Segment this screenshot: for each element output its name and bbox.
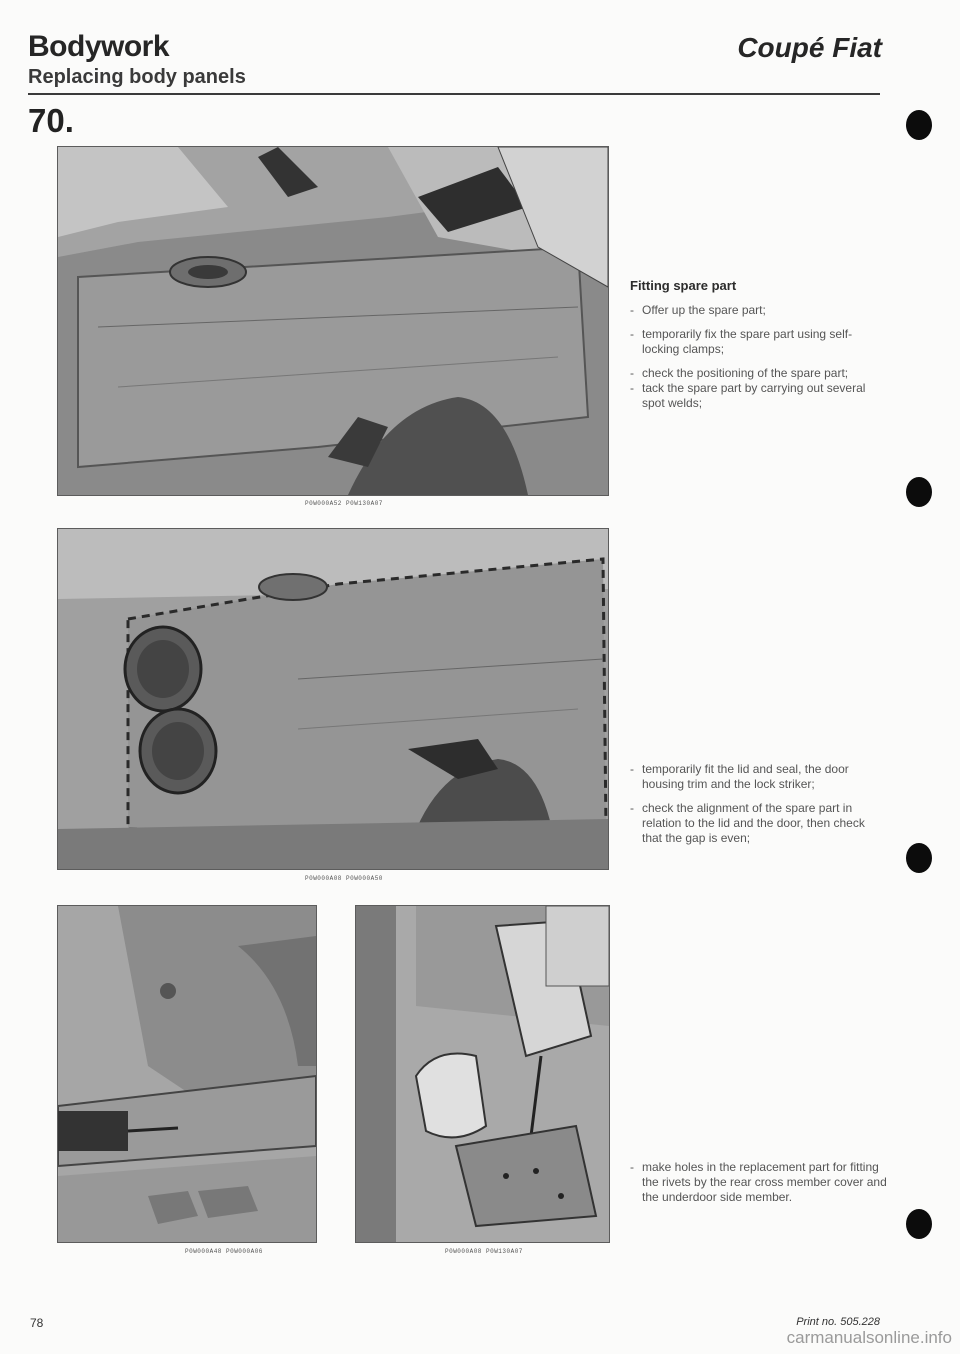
binder-hole-icon <box>906 110 932 140</box>
binder-hole-icon <box>906 843 932 873</box>
text-block-holes <box>630 1160 888 1214</box>
print-reference: Print no. 505.228 <box>796 1316 880 1328</box>
step-bullet: - <box>630 1160 634 1174</box>
binder-hole-icon <box>906 1209 932 1239</box>
photo-clamped-spare-panel <box>57 146 609 496</box>
step-bullet: - <box>630 327 634 341</box>
watermark: carmanualsonline.info <box>786 1328 952 1347</box>
page-number: 78 <box>30 1316 44 1330</box>
step-text: temporarily fit the lid and seal, the door housing trim and the lock striker; <box>642 762 849 791</box>
photo3-caption: P0W000A48 P0W000A06 <box>185 1248 263 1255</box>
step-bullet: - <box>630 762 634 776</box>
step-text: make holes in the replacement part for fitting the rivets by the rear cross member cover and the underdoor side member. <box>642 1160 887 1204</box>
photo2-caption: P0W000A08 P0W000A50 <box>305 875 383 882</box>
step-text: check the alignment of the spare part in relation to the lid and the door, then check that the gap is even; <box>642 801 865 845</box>
subsection-title: Replacing body panels <box>28 66 246 88</box>
section-title: Bodywork <box>28 30 170 63</box>
photo-drilling-side <box>57 905 317 1243</box>
instruction-step <box>630 381 888 411</box>
instruction-step <box>630 303 888 318</box>
figure-number: 70. <box>28 102 74 139</box>
step-text: check the positioning of the spare part; <box>642 366 849 380</box>
photo-fit-lid-and-door <box>57 528 609 870</box>
step-text: temporarily fix the spare part using self-locking clamps; <box>642 327 853 356</box>
step-bullet: - <box>630 381 634 395</box>
step-bullet: - <box>630 366 634 380</box>
text-block-fitting <box>630 278 888 420</box>
photo4-caption: P0W000A08 P0W130A07 <box>445 1248 523 1255</box>
photo1-caption: P0W000A52 P0W130A07 <box>305 500 383 507</box>
step-bullet: - <box>630 303 634 317</box>
instruction-step <box>630 762 888 792</box>
instruction-step <box>630 366 888 381</box>
brand-title: Coupé Fiat <box>737 32 882 63</box>
photo-drilling-rivet-holes <box>355 905 610 1243</box>
text-heading: Fitting spare part <box>630 278 737 293</box>
header-rule <box>28 93 880 95</box>
binder-hole-icon <box>906 477 932 507</box>
instruction-step <box>630 327 888 357</box>
instruction-step <box>630 801 888 846</box>
text-block-alignment <box>630 762 888 855</box>
step-bullet: - <box>630 801 634 815</box>
step-text: tack the spare part by carrying out several spot welds; <box>642 381 866 410</box>
step-text: Offer up the spare part; <box>642 303 766 317</box>
instruction-step <box>630 1160 888 1205</box>
